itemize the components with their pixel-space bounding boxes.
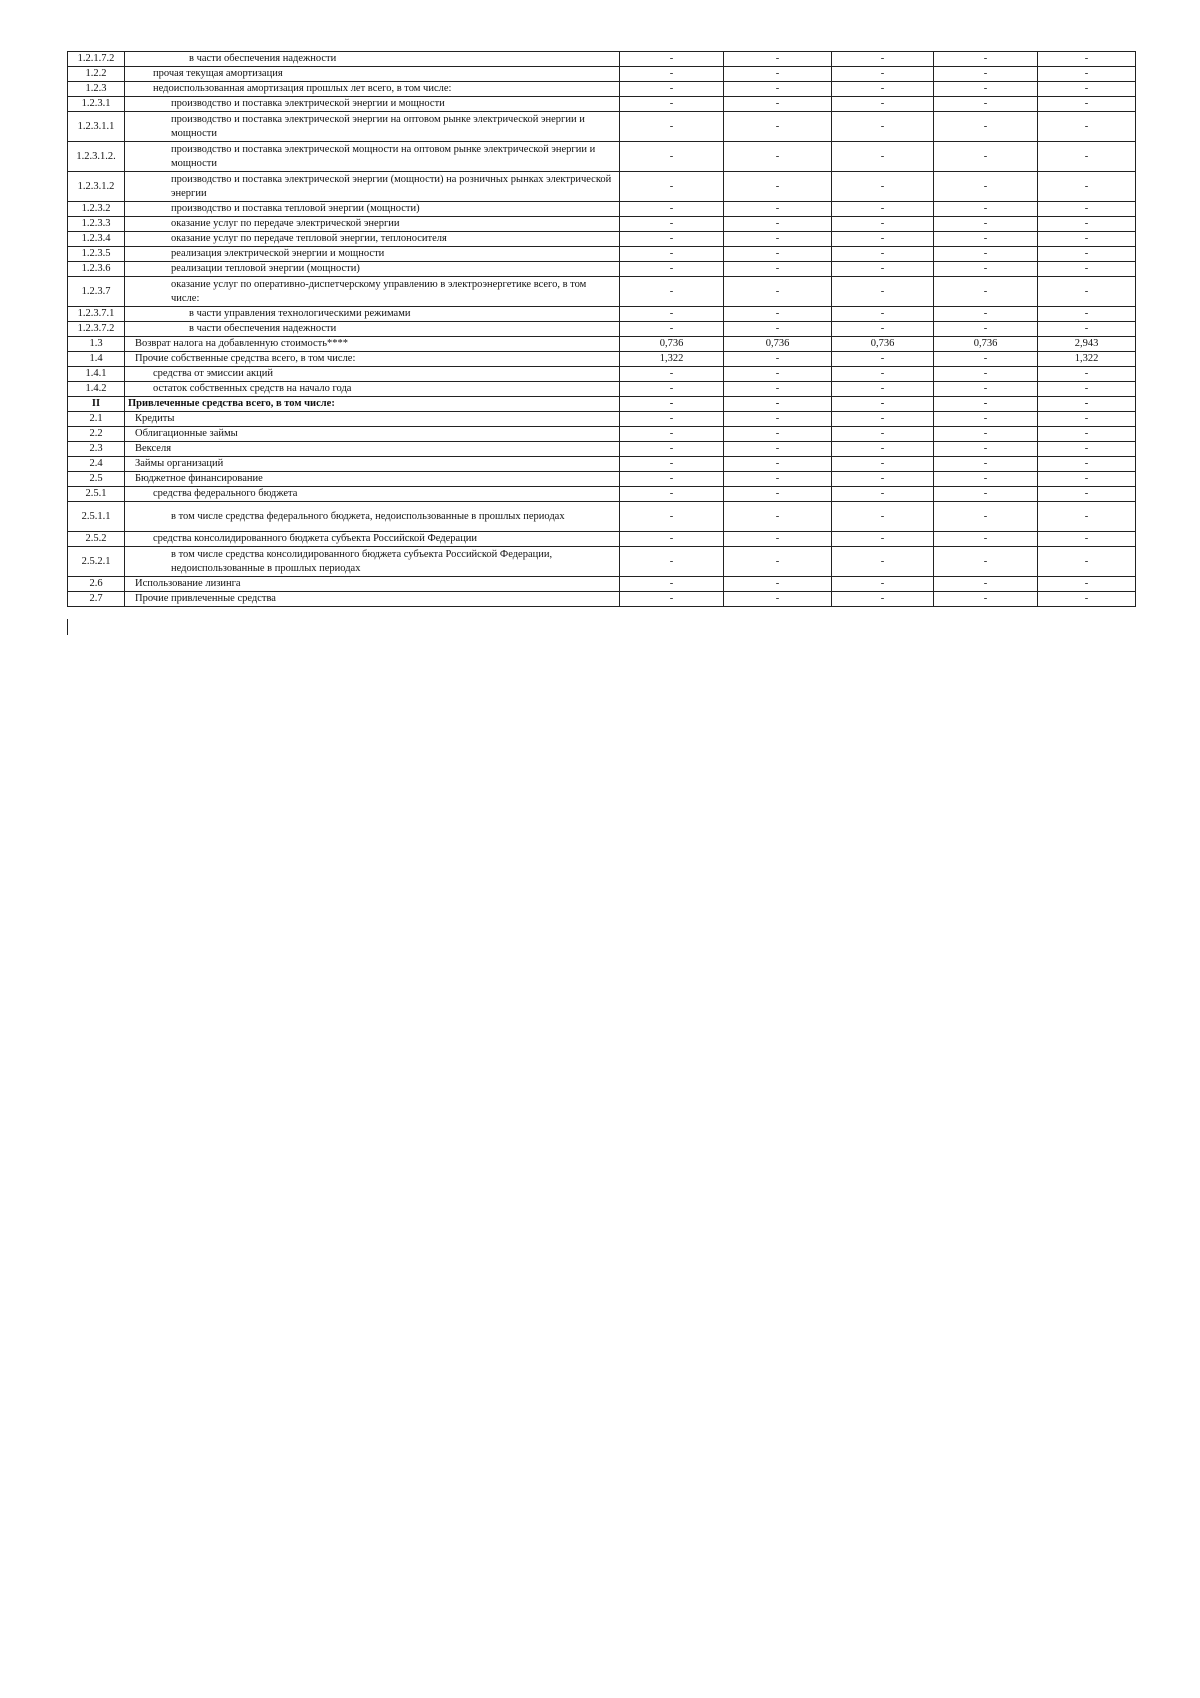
row-value-col-5: - <box>1038 487 1136 502</box>
row-value-col-2: - <box>724 172 832 202</box>
row-value-col-4: - <box>934 547 1038 577</box>
row-value-col-3: - <box>832 97 934 112</box>
row-name: в части управления технологическими режимами <box>125 307 620 322</box>
row-name: Использование лизинга <box>125 577 620 592</box>
row-value-col-1: - <box>620 172 724 202</box>
row-value-col-5: - <box>1038 307 1136 322</box>
table-row <box>68 52 1136 67</box>
row-value-col-1: - <box>620 547 724 577</box>
row-value-col-5: - <box>1038 82 1136 97</box>
row-name: Векселя <box>125 442 620 457</box>
row-value-col-1: - <box>620 67 724 82</box>
row-value-col-3: - <box>832 52 934 67</box>
row-value-col-1: - <box>620 307 724 322</box>
table-row <box>68 202 1136 217</box>
row-value-col-4: - <box>934 112 1038 142</box>
table-row <box>68 172 1136 202</box>
row-value-col-1: - <box>620 247 724 262</box>
row-value-col-5: - <box>1038 532 1136 547</box>
row-value-col-2: - <box>724 232 832 247</box>
row-value-col-5: - <box>1038 52 1136 67</box>
row-value-col-4: - <box>934 217 1038 232</box>
row-value-col-4: - <box>934 457 1038 472</box>
row-value-col-4: - <box>934 427 1038 442</box>
row-name: в части обеспечения надежности <box>125 322 620 337</box>
row-value-col-1: - <box>620 232 724 247</box>
row-value-col-3: - <box>832 277 934 307</box>
row-value-col-3: - <box>832 457 934 472</box>
table-row <box>68 442 1136 457</box>
row-value-col-5: - <box>1038 142 1136 172</box>
row-value-col-1: - <box>620 397 724 412</box>
row-value-col-4: - <box>934 262 1038 277</box>
row-value-col-1: - <box>620 487 724 502</box>
row-value-col-5: 2,943 <box>1038 337 1136 352</box>
row-value-col-4: - <box>934 202 1038 217</box>
row-code: 2.5.1.1 <box>68 502 125 532</box>
row-value-col-3: - <box>832 247 934 262</box>
row-value-col-2: - <box>724 397 832 412</box>
table-row <box>68 502 1136 532</box>
row-code: 1.2.2 <box>68 67 125 82</box>
row-value-col-4: - <box>934 247 1038 262</box>
row-name: реализация электрической энергии и мощности <box>125 247 620 262</box>
row-code: 1.2.3.7 <box>68 277 125 307</box>
row-value-col-1: - <box>620 472 724 487</box>
row-value-col-1: - <box>620 217 724 232</box>
row-name: средства от эмиссии акций <box>125 367 620 382</box>
row-value-col-3: - <box>832 577 934 592</box>
row-name: остаток собственных средств на начало года <box>125 382 620 397</box>
table-row <box>68 472 1136 487</box>
table-row <box>68 367 1136 382</box>
row-code: 1.4.2 <box>68 382 125 397</box>
row-code: 2.6 <box>68 577 125 592</box>
row-code: 1.2.3.1 <box>68 97 125 112</box>
row-value-col-3: - <box>832 307 934 322</box>
row-value-col-5: - <box>1038 457 1136 472</box>
row-code: 2.5.2.1 <box>68 547 125 577</box>
row-name: производство и поставка электрической энергии и мощности <box>125 97 620 112</box>
row-value-col-2: - <box>724 427 832 442</box>
row-value-col-4: - <box>934 67 1038 82</box>
table-row <box>68 217 1136 232</box>
row-value-col-1: - <box>620 202 724 217</box>
row-value-col-3: - <box>832 532 934 547</box>
row-name: в части обеспечения надежности <box>125 52 620 67</box>
row-value-col-5: - <box>1038 502 1136 532</box>
row-name: реализации тепловой энергии (мощности) <box>125 262 620 277</box>
table-row <box>68 457 1136 472</box>
row-value-col-2: - <box>724 577 832 592</box>
row-name: производство и поставка тепловой энергии (мощности) <box>125 202 620 217</box>
row-value-col-4: - <box>934 442 1038 457</box>
row-value-col-2: - <box>724 382 832 397</box>
row-name: Облигационные займы <box>125 427 620 442</box>
table-row <box>68 487 1136 502</box>
row-value-col-4: - <box>934 82 1038 97</box>
row-name: в том числе средства федерального бюджета, недоиспользованные в прошлых периодах <box>125 502 620 532</box>
table-row <box>68 112 1136 142</box>
row-code: 1.2.3.1.2 <box>68 172 125 202</box>
table-row <box>68 397 1136 412</box>
row-code: 1.2.3.1.1 <box>68 112 125 142</box>
row-value-col-2: - <box>724 457 832 472</box>
row-value-col-1: - <box>620 457 724 472</box>
row-value-col-4: - <box>934 472 1038 487</box>
row-name: оказание услуг по оперативно-диспетчерскому управлению в электроэнергетике всего, в том числе: <box>125 277 620 307</box>
row-value-col-2: 0,736 <box>724 337 832 352</box>
row-value-col-2: - <box>724 412 832 427</box>
row-code: 2.4 <box>68 457 125 472</box>
row-value-col-1: - <box>620 322 724 337</box>
row-value-col-3: - <box>832 502 934 532</box>
row-name: средства федерального бюджета <box>125 487 620 502</box>
row-value-col-1: - <box>620 382 724 397</box>
row-code: 1.2.1.7.2 <box>68 52 125 67</box>
row-value-col-2: - <box>724 442 832 457</box>
row-value-col-5: - <box>1038 172 1136 202</box>
row-value-col-3: - <box>832 82 934 97</box>
row-value-col-2: - <box>724 67 832 82</box>
row-value-col-3: - <box>832 412 934 427</box>
row-value-col-3: - <box>832 547 934 577</box>
table-row <box>68 382 1136 397</box>
row-value-col-4: - <box>934 322 1038 337</box>
table-row <box>68 262 1136 277</box>
row-value-col-5: - <box>1038 277 1136 307</box>
row-name: Кредиты <box>125 412 620 427</box>
row-value-col-1: - <box>620 427 724 442</box>
table-row <box>68 97 1136 112</box>
table-row <box>68 352 1136 367</box>
row-value-col-3: - <box>832 112 934 142</box>
row-value-col-4: - <box>934 577 1038 592</box>
row-name: производство и поставка электрической энергии (мощности) на розничных рынках электрической энергии <box>125 172 620 202</box>
row-value-col-3: - <box>832 142 934 172</box>
row-value-col-4: - <box>934 502 1038 532</box>
row-value-col-5: - <box>1038 412 1136 427</box>
row-value-col-4: - <box>934 307 1038 322</box>
row-value-col-2: - <box>724 112 832 142</box>
row-value-col-2: - <box>724 52 832 67</box>
row-value-col-5: - <box>1038 262 1136 277</box>
row-value-col-5: - <box>1038 382 1136 397</box>
row-code: 2.7 <box>68 592 125 607</box>
row-code: 2.5.1 <box>68 487 125 502</box>
row-code: 1.2.3.4 <box>68 232 125 247</box>
table-row <box>68 232 1136 247</box>
row-value-col-4: - <box>934 232 1038 247</box>
row-value-col-1: - <box>620 532 724 547</box>
row-value-col-1: - <box>620 577 724 592</box>
row-value-col-5: - <box>1038 97 1136 112</box>
row-value-col-4: - <box>934 367 1038 382</box>
row-value-col-4: - <box>934 172 1038 202</box>
row-value-col-1: 0,736 <box>620 337 724 352</box>
row-value-col-4: - <box>934 532 1038 547</box>
table-row <box>68 592 1136 607</box>
row-value-col-4: - <box>934 397 1038 412</box>
row-value-col-1: - <box>620 142 724 172</box>
row-value-col-4: - <box>934 412 1038 427</box>
row-value-col-3: - <box>832 427 934 442</box>
row-value-col-3: - <box>832 367 934 382</box>
row-code: 1.2.3.5 <box>68 247 125 262</box>
row-value-col-2: - <box>724 322 832 337</box>
financing-sources-table-page <box>67 51 1135 607</box>
row-name: прочая текущая амортизация <box>125 67 620 82</box>
row-value-col-1: - <box>620 52 724 67</box>
table-row <box>68 307 1136 322</box>
row-value-col-5: - <box>1038 592 1136 607</box>
row-value-col-1: - <box>620 412 724 427</box>
row-value-col-5: - <box>1038 397 1136 412</box>
row-code: 2.3 <box>68 442 125 457</box>
row-value-col-3: - <box>832 262 934 277</box>
row-name: Бюджетное финансирование <box>125 472 620 487</box>
table-left-border-tail <box>67 619 68 635</box>
row-value-col-5: - <box>1038 367 1136 382</box>
row-value-col-5: - <box>1038 247 1136 262</box>
row-value-col-4: 0,736 <box>934 337 1038 352</box>
table-row <box>68 337 1136 352</box>
table-row <box>68 82 1136 97</box>
row-value-col-5: - <box>1038 67 1136 82</box>
row-value-col-5: - <box>1038 427 1136 442</box>
row-value-col-2: - <box>724 547 832 577</box>
row-value-col-3: - <box>832 397 934 412</box>
row-value-col-2: - <box>724 487 832 502</box>
row-code: 1.2.3.1.2. <box>68 142 125 172</box>
financing-sources-table <box>67 51 1136 607</box>
row-value-col-2: - <box>724 472 832 487</box>
row-name: оказание услуг по передаче тепловой энергии, теплоносителя <box>125 232 620 247</box>
row-value-col-5: - <box>1038 112 1136 142</box>
row-value-col-1: - <box>620 502 724 532</box>
row-name: Прочие привлеченные средства <box>125 592 620 607</box>
row-value-col-1: - <box>620 592 724 607</box>
row-value-col-1: - <box>620 277 724 307</box>
row-value-col-3: - <box>832 232 934 247</box>
row-code: 2.1 <box>68 412 125 427</box>
row-value-col-2: - <box>724 307 832 322</box>
row-value-col-3: - <box>832 592 934 607</box>
row-code: 1.4.1 <box>68 367 125 382</box>
row-value-col-4: - <box>934 142 1038 172</box>
row-value-col-2: - <box>724 277 832 307</box>
row-value-col-2: - <box>724 142 832 172</box>
row-value-col-3: - <box>832 472 934 487</box>
row-value-col-4: - <box>934 97 1038 112</box>
table-body <box>68 52 1136 607</box>
row-value-col-3: - <box>832 67 934 82</box>
row-value-col-5: - <box>1038 442 1136 457</box>
row-value-col-1: - <box>620 262 724 277</box>
row-value-col-5: 1,322 <box>1038 352 1136 367</box>
row-value-col-5: - <box>1038 547 1136 577</box>
row-value-col-1: 1,322 <box>620 352 724 367</box>
row-value-col-2: - <box>724 82 832 97</box>
table-row <box>68 547 1136 577</box>
row-code: 1.3 <box>68 337 125 352</box>
row-code: 1.4 <box>68 352 125 367</box>
row-value-col-5: - <box>1038 577 1136 592</box>
row-value-col-5: - <box>1038 472 1136 487</box>
table-row <box>68 427 1136 442</box>
row-value-col-1: - <box>620 97 724 112</box>
row-value-col-1: - <box>620 442 724 457</box>
row-code: 1.2.3.7.2 <box>68 322 125 337</box>
table-row <box>68 67 1136 82</box>
row-value-col-1: - <box>620 112 724 142</box>
row-value-col-1: - <box>620 82 724 97</box>
row-value-col-5: - <box>1038 217 1136 232</box>
row-value-col-2: - <box>724 367 832 382</box>
row-value-col-2: - <box>724 352 832 367</box>
row-value-col-3: - <box>832 322 934 337</box>
row-value-col-2: - <box>724 217 832 232</box>
row-code: 2.2 <box>68 427 125 442</box>
table-row <box>68 277 1136 307</box>
row-name: производство и поставка электрической мощности на оптовом рынке электрической энергии и мощности <box>125 142 620 172</box>
row-value-col-2: - <box>724 502 832 532</box>
row-value-col-2: - <box>724 202 832 217</box>
row-value-col-3: - <box>832 217 934 232</box>
table-row <box>68 142 1136 172</box>
table-row <box>68 577 1136 592</box>
row-value-col-5: - <box>1038 322 1136 337</box>
row-value-col-2: - <box>724 262 832 277</box>
row-value-col-3: - <box>832 202 934 217</box>
row-value-col-3: - <box>832 352 934 367</box>
table-row <box>68 532 1136 547</box>
row-name: оказание услуг по передаче электрической энергии <box>125 217 620 232</box>
row-name: Прочие собственные средства всего, в том числе: <box>125 352 620 367</box>
row-code: 1.2.3 <box>68 82 125 97</box>
row-code: 1.2.3.2 <box>68 202 125 217</box>
row-name: в том числе средства консолидированного бюджета субъекта Российской Федерации, недоиспользованные в прошлых периодах <box>125 547 620 577</box>
row-code: 1.2.3.3 <box>68 217 125 232</box>
row-value-col-3: - <box>832 442 934 457</box>
row-value-col-4: - <box>934 382 1038 397</box>
row-value-col-5: - <box>1038 202 1136 217</box>
table-row <box>68 322 1136 337</box>
row-value-col-2: - <box>724 97 832 112</box>
row-code: II <box>68 397 125 412</box>
row-code: 2.5 <box>68 472 125 487</box>
row-value-col-2: - <box>724 532 832 547</box>
row-name: средства консолидированного бюджета субъекта Российской Федерации <box>125 532 620 547</box>
row-value-col-4: - <box>934 352 1038 367</box>
row-name: недоиспользованная амортизация прошлых лет всего, в том числе: <box>125 82 620 97</box>
row-value-col-3: - <box>832 487 934 502</box>
row-value-col-1: - <box>620 367 724 382</box>
row-name: производство и поставка электрической энергии на оптовом рынке электрической энергии и мощности <box>125 112 620 142</box>
row-name: Привлеченные средства всего, в том числе: <box>125 397 620 412</box>
row-value-col-5: - <box>1038 232 1136 247</box>
row-name: Возврат налога на добавленную стоимость**** <box>125 337 620 352</box>
table-row <box>68 412 1136 427</box>
row-value-col-2: - <box>724 592 832 607</box>
row-code: 2.5.2 <box>68 532 125 547</box>
row-value-col-4: - <box>934 592 1038 607</box>
table-row <box>68 247 1136 262</box>
row-code: 1.2.3.7.1 <box>68 307 125 322</box>
row-value-col-4: - <box>934 277 1038 307</box>
row-value-col-3: - <box>832 172 934 202</box>
row-value-col-3: - <box>832 382 934 397</box>
row-value-col-4: - <box>934 487 1038 502</box>
row-value-col-4: - <box>934 52 1038 67</box>
row-value-col-2: - <box>724 247 832 262</box>
row-name: Займы организаций <box>125 457 620 472</box>
row-code: 1.2.3.6 <box>68 262 125 277</box>
row-value-col-3: 0,736 <box>832 337 934 352</box>
